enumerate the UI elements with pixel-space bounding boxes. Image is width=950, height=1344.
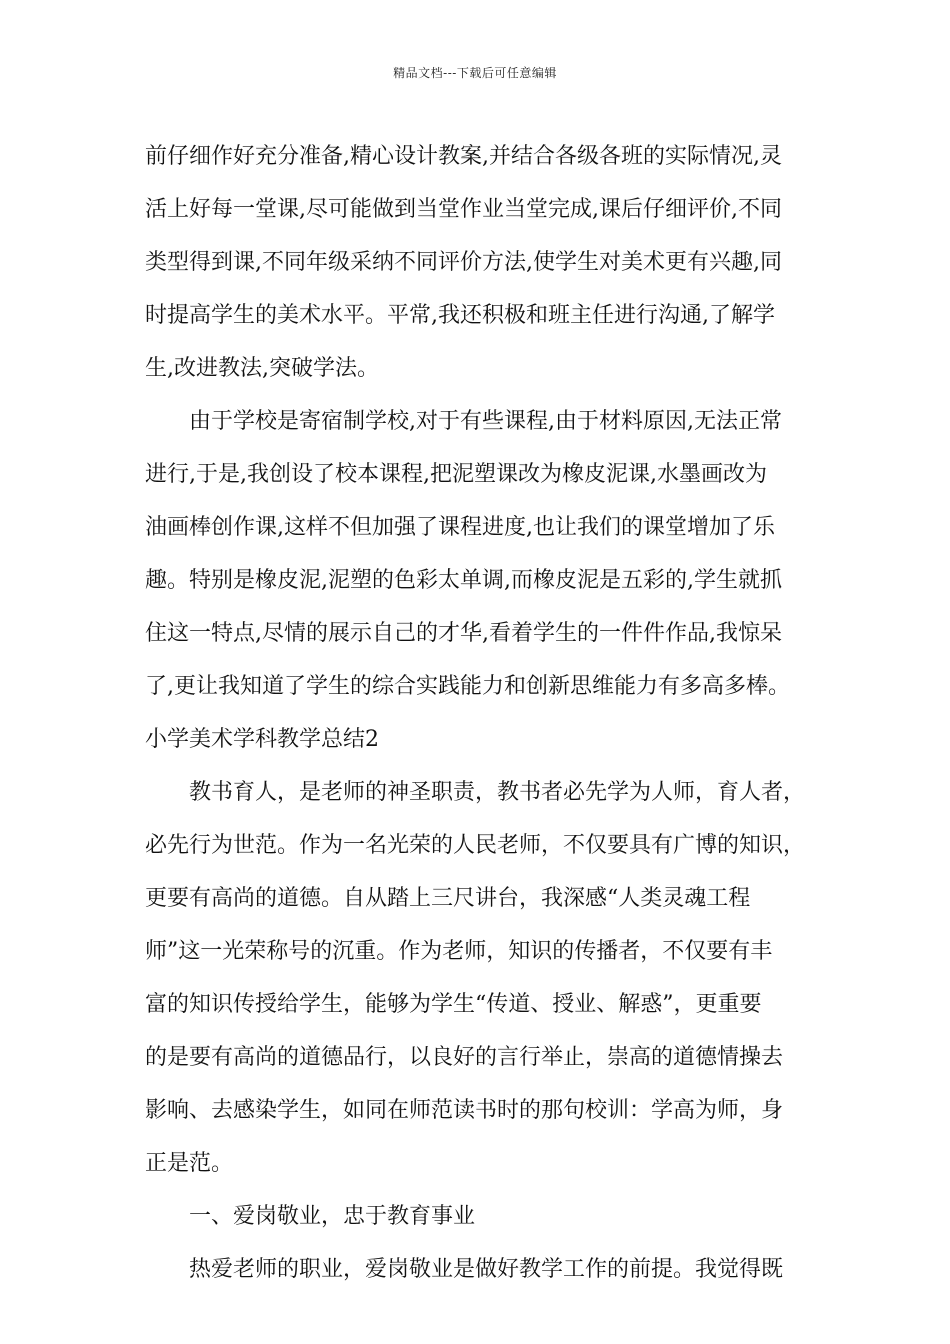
text-line: 更要有高尚的道德。自从踏上三尺讲台，我深感“人类灵魂工程 [145,886,751,911]
document-body [145,130,810,1296]
text-line: 热爱老师的职业，爱岗敬业是做好教学工作的前提。我觉得既 [189,1257,784,1282]
text-line: 富的知识传授给学生，能够为学生“传道、授业、解惑”，更重要 [145,992,762,1017]
subsection-heading: 一、爱岗敬业，忠于教育事业 [189,1204,476,1229]
text-line: 油画棒创作课,这样不但加强了课程进度,也让我们的课堂增加了乐 [145,515,775,540]
text-line: 住这一特点,尽情的展示自己的才华,看着学生的一件件作品,我惊呆 [145,621,782,646]
text-line: 由于学校是寄宿制学校,对于有些课程,由于材料原因,无法正常 [189,409,782,434]
text-line: 活上好每一堂课,尽可能做到当堂作业当堂完成,课后仔细评价,不同 [145,197,782,222]
text-line: 了,更让我知道了学生的综合实践能力和创新思维能力有多高多棒。 [145,674,790,699]
text-line: 教书育人，是老师的神圣职责，教书者必先学为人师，育人者， [189,780,806,805]
section-title: 小学美术学科教学总结2 [145,727,379,752]
text-line: 时提高学生的美术水平。平常,我还积极和班主任进行沟通,了解学 [145,303,775,328]
text-line: 必先行为世范。作为一名光荣的人民老师，不仅要具有广博的知识， [145,833,806,858]
text-line: 影响、去感染学生，如同在师范读书时的那句校训：学高为师，身 [145,1098,784,1123]
text-line: 的是要有高尚的道德品行，以良好的言行举止，崇高的道德情操去 [145,1045,784,1070]
text-line: 正是范。 [145,1151,234,1176]
text-line: 生,改进教法,突破学法。 [145,356,379,381]
text-line: 趣。特别是橡皮泥,泥塑的色彩太单调,而橡皮泥是五彩的,学生就抓 [145,568,782,593]
text-line: 前仔细作好充分准备,精心设计教案,并结合各级各班的实际情况,灵 [145,144,782,169]
page-header: 精品文档---下载后可任意编辑 [393,66,557,80]
text-line: 类型得到课,不同年级采纳不同评价方法,使学生对美术更有兴趣,同 [145,250,782,275]
text-line: 师”这一光荣称号的沉重。作为老师，知识的传播者，不仅要有丰 [145,939,773,964]
text-line: 进行,于是,我创设了校本课程,把泥塑课改为橡皮泥课,水墨画改为 [145,462,767,487]
